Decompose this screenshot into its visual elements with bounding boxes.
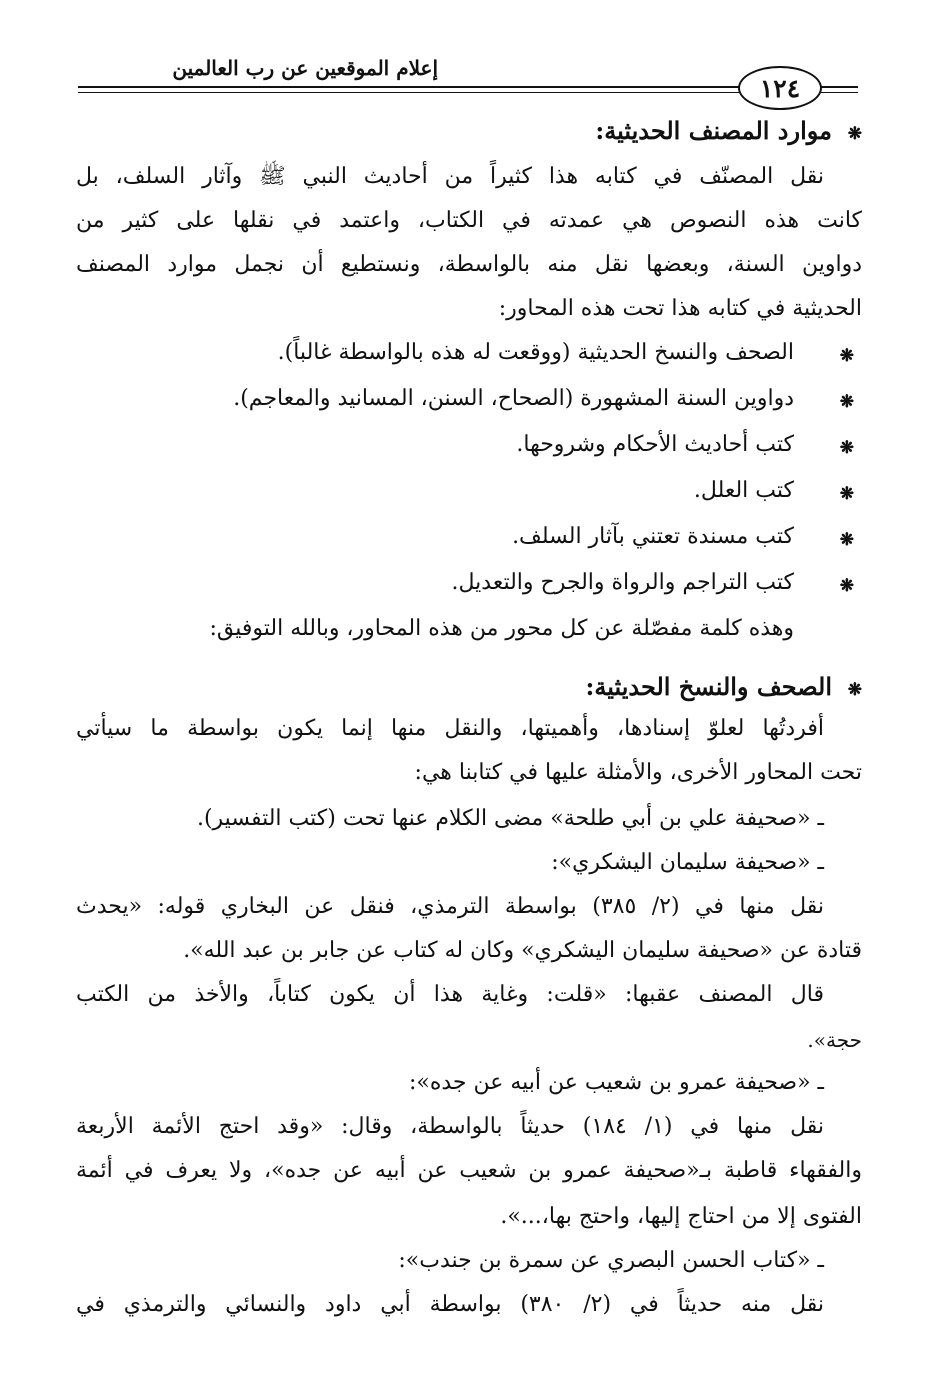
heading-star-icon: ❋ <box>847 680 862 700</box>
paragraph-line: كانت هذه النصوص هي عمدته في الكتاب، واعتمد في نقلها على كثير من <box>76 208 862 233</box>
bullet-star-icon: ❋ <box>839 346 854 366</box>
paragraph-line: دواوين السنة، وبعضها نقل منه بالواسطة، ونستطيع أن نجمل موارد المصنف <box>76 252 862 277</box>
paragraph-line: والفقهاء قاطبة بـ«صحيفة عمرو بن شعيب عن أبيه عن جده»، ولا يعرف في أئمة <box>76 1158 862 1183</box>
list-item: ـ «صحيفة علي بن أبي طلحة» مضى الكلام عنها تحت (كتب التفسير). <box>196 806 824 831</box>
bullet-item: كتب مسندة تعتني بآثار السلف. <box>512 524 794 549</box>
paragraph-line: نقل منه حديثاً في (٢/ ٣٨٠) بواسطة أبي داود والنسائي والترمذي في <box>76 1292 825 1317</box>
paragraph-line: نقل منها في (٢/ ٣٨٥) بواسطة الترمذي، فنقل عن البخاري قوله: «يحدث <box>76 894 825 919</box>
paragraph-line: حجة». <box>807 1028 862 1052</box>
bullet-item: كتب العلل. <box>693 478 794 503</box>
paragraph-line: الفتوى إلا من احتاج إليها، واحتج بها،...». <box>500 1204 862 1229</box>
bullet-item: دواوين السنة المشهورة (الصحاح، السنن، المسانيد والمعاجم). <box>233 386 794 411</box>
list-item-title: ـ «صحيفة سليمان اليشكري»: <box>551 850 824 875</box>
bullet-star-icon: ❋ <box>839 530 854 550</box>
paragraph-line: أفردتُها لعلوّ إسنادها، وأهميتها، والنقل منها إنما يكون بواسطة ما سيأتي <box>76 716 824 741</box>
bullet-item: الصحف والنسخ الحديثية (ووقعت له هذه بالواسطة غالباً). <box>277 340 794 365</box>
paragraph-line: نقل منها في (١/ ١٨٤) حديثاً بالواسطة، وقال: «وقد احتج الأئمة الأربعة <box>76 1114 824 1139</box>
bullet-star-icon: ❋ <box>839 438 854 458</box>
bullet-item: كتب التراجم والرواة والجرح والتعديل. <box>451 570 794 595</box>
paragraph-line: قتادة عن «صحيفة سليمان اليشكري» وكان له كتاب عن جابر بن عبد الله». <box>183 938 862 963</box>
paragraph-line: الحديثية في كتابه هذا تحت هذه المحاور: <box>498 296 862 321</box>
heading-star-icon: ❋ <box>847 124 862 144</box>
section-heading-scrolls: الصحف والنسخ الحديثية: <box>585 672 832 701</box>
list-item-title: ـ «كتاب الحسن البصري عن سمرة بن جندب»: <box>398 1248 824 1273</box>
paragraph-line: تحت المحاور الأخرى، والأمثلة عليها في كتابنا هي: <box>414 760 862 785</box>
running-header-title: إعلام الموقعين عن رب العالمين <box>172 56 438 80</box>
page-number: ١٢٤ <box>738 66 822 110</box>
bullet-star-icon: ❋ <box>839 484 854 504</box>
closing-line: وهذه كلمة مفصّلة عن كل محور من هذه المحاور، وبالله التوفيق: <box>209 616 794 641</box>
paragraph-line: قال المصنف عقبها: «قلت: وغاية هذا أن يكون كتاباً، والأخذ من الكتب <box>76 982 824 1007</box>
bullet-star-icon: ❋ <box>839 576 854 596</box>
bullet-item: كتب أحاديث الأحكام وشروحها. <box>516 432 794 457</box>
section-heading-sources: موارد المصنف الحديثية: <box>595 116 832 145</box>
list-item-title: ـ «صحيفة عمرو بن شعيب عن أبيه عن جده»: <box>408 1070 824 1095</box>
bullet-star-icon: ❋ <box>839 392 854 412</box>
paragraph-line: نقل المصنّف في كتابه هذا كثيراً من أحاديث النبي ﷺ وآثار السلف، بل <box>76 164 824 189</box>
